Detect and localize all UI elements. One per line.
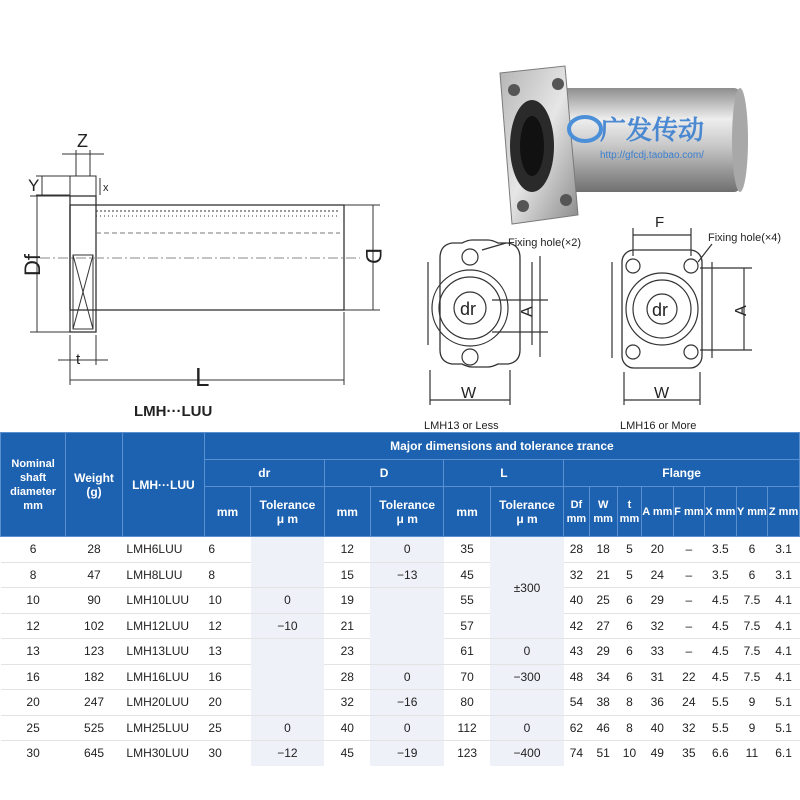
cell-flange: 6.1 bbox=[775, 746, 792, 761]
cell-flange: 51 bbox=[596, 746, 610, 761]
cell-flange: 4.1 bbox=[768, 664, 800, 690]
cell-flange: 6 bbox=[736, 562, 768, 588]
cell-flange: 5.1 bbox=[768, 715, 800, 741]
cell-flange: 33 bbox=[642, 639, 674, 665]
cell-flange: 8 bbox=[617, 715, 641, 741]
df-dim-label: Df bbox=[20, 254, 45, 276]
cell-dr: 12 bbox=[204, 613, 250, 639]
cell-flange: 42 bbox=[564, 613, 589, 639]
cell-flange: 46 bbox=[589, 715, 617, 741]
cell-flange: 7.5 bbox=[736, 639, 768, 665]
cell-flange: 5 bbox=[617, 537, 641, 563]
cell-flange: – bbox=[673, 537, 705, 563]
caption-lmh16: LMH16 or More bbox=[620, 420, 697, 432]
cell-flange: 7.5 bbox=[736, 664, 768, 690]
cell-D: 12 bbox=[324, 537, 370, 563]
cell-weight: 102 bbox=[66, 613, 123, 639]
tolerance-label: Tolerance bbox=[259, 497, 316, 512]
cell-flange: 4.1 bbox=[768, 613, 800, 639]
cell-L: 123 bbox=[457, 746, 478, 761]
cell-D-tolerance: −16 bbox=[370, 690, 444, 716]
cell-nominal: 13 bbox=[1, 639, 66, 665]
cell-L-tolerance: ±300 bbox=[490, 537, 564, 639]
cell-flange: 27 bbox=[589, 613, 617, 639]
cell-flange: 9 bbox=[736, 715, 768, 741]
cell-L-tolerance bbox=[490, 690, 564, 716]
header-nominal: Nominal shaft diameter mm bbox=[1, 433, 66, 537]
cell-flange: 6 bbox=[617, 664, 641, 690]
cell-D-tolerance: −13 bbox=[370, 562, 444, 588]
cell-D: 23 bbox=[324, 639, 370, 665]
table-row bbox=[1, 715, 800, 741]
header-flange-x: X mm bbox=[705, 487, 737, 537]
cell-flange: 35 bbox=[682, 746, 696, 761]
x-dim-label: x bbox=[103, 182, 109, 194]
cell-model: LMH13LUU bbox=[122, 639, 204, 665]
cell-dr-tolerance: −12 bbox=[251, 741, 325, 766]
f-label: F bbox=[655, 214, 665, 231]
cell-model: LMH6LUU bbox=[122, 537, 204, 563]
cell-D-tolerance bbox=[370, 588, 444, 665]
cell-dr-tolerance bbox=[251, 537, 325, 588]
cell-flange: 4.5 bbox=[705, 639, 737, 665]
cell-L-tolerance: −400 bbox=[490, 741, 564, 766]
cell-flange: 43 bbox=[564, 639, 589, 665]
cell-L-tolerance: −300 bbox=[490, 664, 564, 690]
cell-L: 55 bbox=[444, 588, 490, 614]
header-L-tolerance bbox=[490, 487, 564, 537]
cell-flange: – bbox=[673, 562, 705, 588]
header-major: Major dimensions and tolerance ɪrance bbox=[204, 433, 799, 460]
header-model: LMH···LUU bbox=[122, 433, 204, 537]
cell-flange: 62 bbox=[564, 715, 589, 741]
table-row bbox=[1, 588, 800, 614]
cell-flange: 5.5 bbox=[705, 715, 737, 741]
cell-nominal: 6 bbox=[1, 537, 66, 563]
front-view-2-holes-labels bbox=[424, 237, 581, 432]
header-dr-mm: mm bbox=[204, 487, 250, 537]
cell-model: LMH16LUU bbox=[122, 664, 204, 690]
cell-weight: 182 bbox=[66, 664, 123, 690]
header-weight: Weight (g) bbox=[66, 433, 123, 537]
cell-flange: 31 bbox=[642, 664, 674, 690]
cell-D: 15 bbox=[324, 562, 370, 588]
cell-model: LMH20LUU bbox=[122, 690, 204, 716]
cell-L-tolerance: 0 bbox=[490, 639, 564, 665]
cell-flange: 24 bbox=[642, 562, 674, 588]
cell-nominal: 25 bbox=[1, 715, 66, 741]
cell-flange: 32 bbox=[564, 562, 589, 588]
cell-model: LMH8LUU bbox=[122, 562, 204, 588]
front-view-4-holes bbox=[612, 228, 752, 405]
spec-table bbox=[0, 432, 800, 766]
table-row bbox=[1, 562, 800, 588]
header-dr-tolerance bbox=[251, 487, 325, 537]
table-row bbox=[1, 537, 800, 563]
cell-model: LMH12LUU bbox=[122, 613, 204, 639]
cell-flange: 4.1 bbox=[768, 639, 800, 665]
cell-flange: 34 bbox=[589, 664, 617, 690]
header-dr: dr bbox=[204, 460, 324, 487]
cell-D-tolerance: 0 bbox=[370, 537, 444, 563]
cell-dr: 6 bbox=[204, 537, 250, 563]
cell-flange: 6 bbox=[617, 639, 641, 665]
header-L: L bbox=[444, 460, 564, 487]
cell-flange: 32 bbox=[642, 613, 674, 639]
watermark-brand: 广发传动 bbox=[600, 115, 705, 145]
cell-L-tolerance: 0 bbox=[490, 715, 564, 741]
cell-dr-tolerance: 0 bbox=[251, 715, 325, 741]
caption-lmh13: LMH13 or Less bbox=[424, 420, 499, 432]
cell-flange: 24 bbox=[673, 690, 705, 716]
header-D: D bbox=[324, 460, 444, 487]
cell-flange: 6 bbox=[617, 588, 641, 614]
cell-D: 45 bbox=[340, 746, 354, 761]
cell-D: 21 bbox=[324, 613, 370, 639]
micro-label: μ m bbox=[396, 511, 418, 526]
cell-flange: 3.5 bbox=[705, 562, 737, 588]
cell-nominal: 8 bbox=[1, 562, 66, 588]
table-row bbox=[1, 741, 800, 766]
cell-nominal: 16 bbox=[1, 664, 66, 690]
header-flange-y: Y mm bbox=[736, 487, 768, 537]
cell-flange: 11 bbox=[745, 746, 759, 761]
cell-L: 57 bbox=[444, 613, 490, 639]
cell-model: LMH10LUU bbox=[122, 588, 204, 614]
header-flange-z: Z mm bbox=[768, 487, 800, 537]
cell-L: 61 bbox=[444, 639, 490, 665]
cell-flange: 38 bbox=[589, 690, 617, 716]
cell-flange: 5.5 bbox=[705, 690, 737, 716]
cell-weight: 123 bbox=[66, 639, 123, 665]
cell-weight: 247 bbox=[66, 690, 123, 716]
d-dim-label: D bbox=[361, 248, 386, 264]
cell-flange: 29 bbox=[642, 588, 674, 614]
cell-dr: 8 bbox=[204, 562, 250, 588]
header-flange: Flange bbox=[564, 460, 800, 487]
cell-flange: 9 bbox=[736, 690, 768, 716]
cell-flange: 32 bbox=[673, 715, 705, 741]
header-flange-df: Df mm bbox=[564, 487, 589, 537]
cell-L: 70 bbox=[444, 664, 490, 690]
tolerance-label: Tolerance bbox=[379, 497, 436, 512]
cell-flange: 10 bbox=[622, 746, 637, 761]
cell-flange: 25 bbox=[589, 588, 617, 614]
cell-dr-tolerance: −10 bbox=[251, 613, 325, 639]
cell-flange: 4.5 bbox=[705, 613, 737, 639]
cell-dr: 16 bbox=[204, 664, 250, 690]
cell-D: 28 bbox=[324, 664, 370, 690]
dr-label-right: dr bbox=[652, 300, 669, 320]
cell-flange: 40 bbox=[642, 715, 674, 741]
cell-L: 80 bbox=[444, 690, 490, 716]
cell-weight: 47 bbox=[66, 562, 123, 588]
header-D-tolerance bbox=[370, 487, 444, 537]
cell-flange: 54 bbox=[564, 690, 589, 716]
cell-model: LMH30LUU bbox=[126, 746, 190, 761]
cell-nominal: 20 bbox=[1, 690, 66, 716]
cell-D-tolerance: 0 bbox=[370, 715, 444, 741]
cell-dr: 25 bbox=[204, 715, 250, 741]
cell-flange: 40 bbox=[564, 588, 589, 614]
header-flange-f: F mm bbox=[673, 487, 705, 537]
side-view-drawing bbox=[30, 150, 380, 385]
a-label-right: A bbox=[733, 305, 750, 316]
cell-L: 35 bbox=[444, 537, 490, 563]
cell-nominal: 12 bbox=[1, 613, 66, 639]
front-view-2-holes bbox=[428, 240, 548, 405]
cell-flange: 7.5 bbox=[736, 613, 768, 639]
a-label-left: A bbox=[519, 306, 536, 317]
cell-L: 45 bbox=[444, 562, 490, 588]
table-row bbox=[1, 664, 800, 690]
header-flange-w: W mm bbox=[589, 487, 617, 537]
table-row bbox=[1, 690, 800, 716]
w-label-left: W bbox=[461, 385, 477, 402]
l-dim-label: L bbox=[195, 362, 210, 392]
cell-dr: 13 bbox=[204, 639, 250, 665]
cell-flange: 29 bbox=[589, 639, 617, 665]
cell-D: 40 bbox=[324, 715, 370, 741]
cell-flange: 5.1 bbox=[768, 690, 800, 716]
cell-weight: 525 bbox=[66, 715, 123, 741]
cell-L: 112 bbox=[444, 715, 490, 741]
cell-flange: 74 bbox=[569, 746, 584, 761]
product-photo bbox=[500, 66, 748, 224]
cell-weight: 645 bbox=[84, 746, 105, 761]
cell-flange: – bbox=[673, 613, 705, 639]
cell-flange: 36 bbox=[642, 690, 674, 716]
watermark-url: http://gfcdj.taobao.com/ bbox=[600, 150, 704, 161]
cell-model: LMH25LUU bbox=[122, 715, 204, 741]
fixing-hole-label-2: Fixing hole(×2) bbox=[508, 237, 582, 249]
cell-flange: 22 bbox=[673, 664, 705, 690]
fixing-hole-label-4: Fixing hole(×4) bbox=[708, 232, 782, 244]
header-D-mm: mm bbox=[324, 487, 370, 537]
cell-nominal: 10 bbox=[1, 588, 66, 614]
cell-flange: 4.5 bbox=[705, 664, 737, 690]
cell-D-tolerance: −19 bbox=[370, 741, 444, 766]
cell-flange: 5 bbox=[617, 562, 641, 588]
cell-flange: 3.1 bbox=[768, 562, 800, 588]
z-dim-label: Z bbox=[77, 131, 88, 151]
cell-flange: 7.5 bbox=[736, 588, 768, 614]
cell-flange: – bbox=[673, 588, 705, 614]
cell-weight: 28 bbox=[66, 537, 123, 563]
micro-label: μ m bbox=[276, 511, 299, 526]
cell-flange: 4.1 bbox=[768, 588, 800, 614]
cell-flange: 21 bbox=[589, 562, 617, 588]
cell-flange: 49 bbox=[650, 746, 664, 761]
header-flange-t: t mm bbox=[617, 487, 641, 537]
cell-dr: 30 bbox=[208, 746, 222, 761]
y-dim-label: Y bbox=[28, 176, 40, 195]
header-L-mm: mm bbox=[444, 487, 490, 537]
model-caption: LMH···LUU bbox=[134, 403, 213, 420]
cell-flange: 6.6 bbox=[712, 746, 729, 761]
cell-flange: – bbox=[673, 639, 705, 665]
side-view-dim-labels bbox=[20, 131, 386, 420]
cell-flange: 6 bbox=[736, 537, 768, 563]
header-flange-a: A mm bbox=[642, 487, 674, 537]
cell-flange: 48 bbox=[564, 664, 589, 690]
cell-D-tolerance: 0 bbox=[370, 664, 444, 690]
cell-flange: 8 bbox=[617, 690, 641, 716]
w-label-right: W bbox=[654, 385, 670, 402]
cell-nominal: 30 bbox=[26, 746, 40, 761]
cell-flange: 3.1 bbox=[768, 537, 800, 563]
micro-label: μ m bbox=[516, 511, 538, 526]
cell-dr: 20 bbox=[204, 690, 250, 716]
cell-dr-tolerance: 0 bbox=[251, 588, 325, 614]
tolerance-label: Tolerance bbox=[499, 497, 555, 512]
cell-dr-tolerance bbox=[251, 639, 325, 716]
cell-flange: 3.5 bbox=[705, 537, 737, 563]
cell-flange: 28 bbox=[564, 537, 589, 563]
t-dim-label: t bbox=[76, 351, 81, 368]
cell-flange: 18 bbox=[589, 537, 617, 563]
cell-flange: 4.5 bbox=[705, 588, 737, 614]
cell-D: 19 bbox=[324, 588, 370, 614]
cell-flange: 6 bbox=[617, 613, 641, 639]
cell-flange: 20 bbox=[642, 537, 674, 563]
dr-label-left: dr bbox=[460, 299, 477, 319]
cell-D: 32 bbox=[324, 690, 370, 716]
cell-weight: 90 bbox=[66, 588, 123, 614]
cell-dr: 10 bbox=[204, 588, 250, 614]
